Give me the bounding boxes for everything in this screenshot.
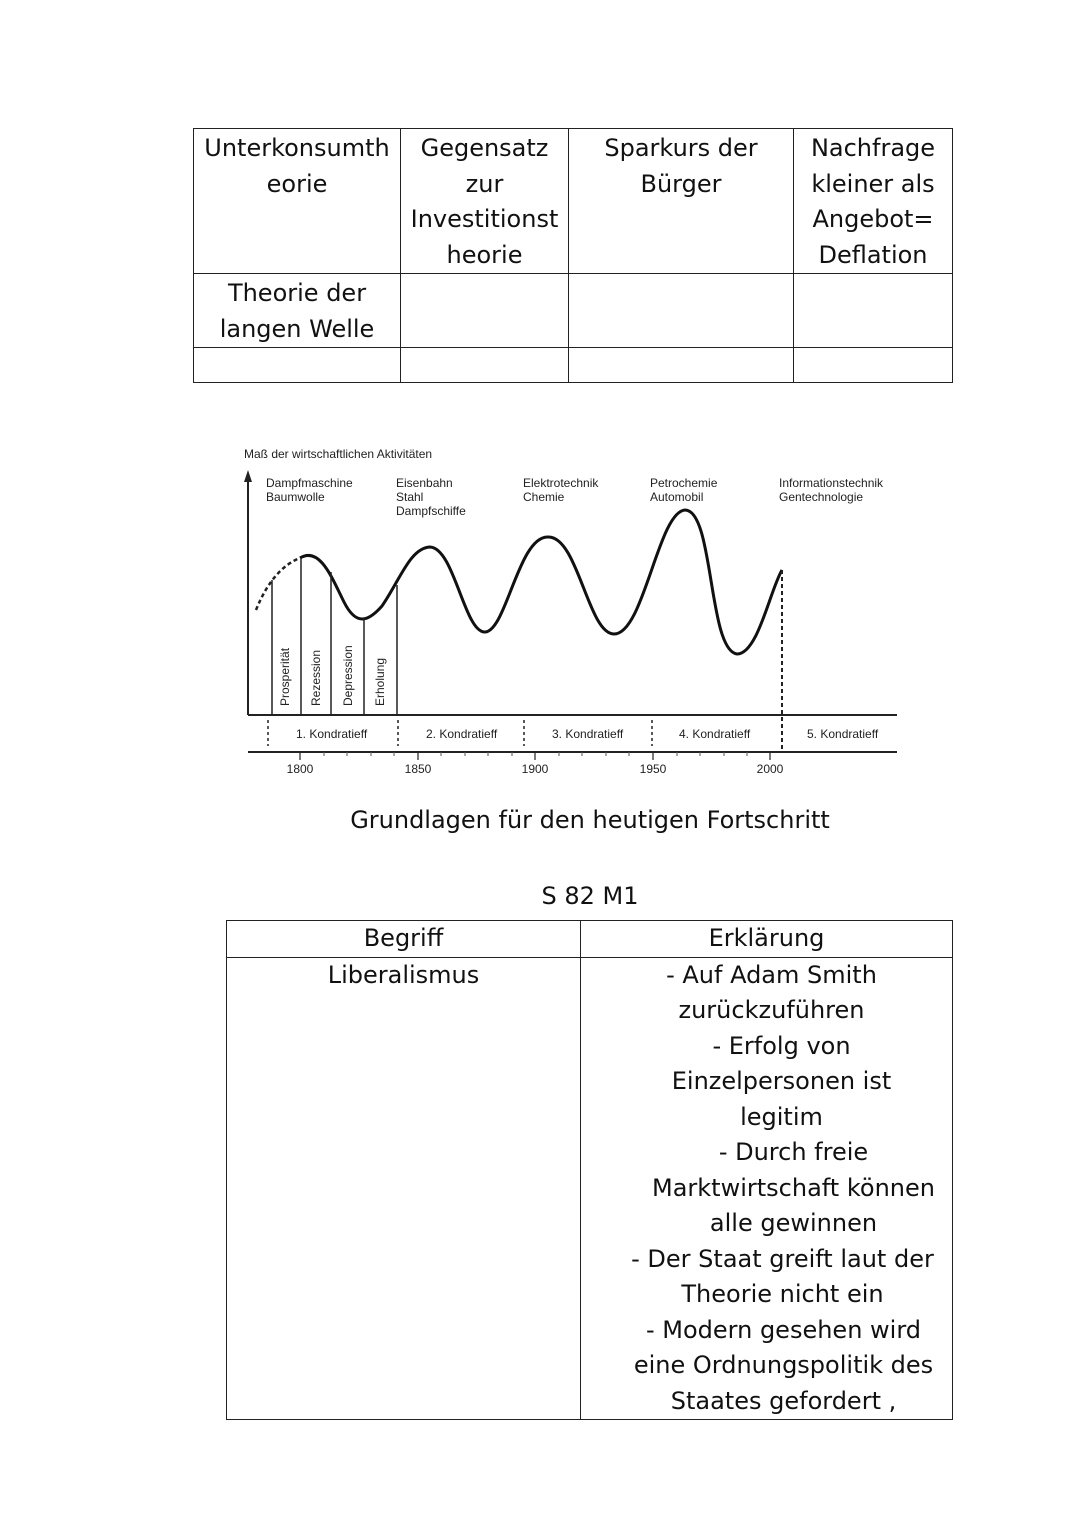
- table-row: [194, 348, 953, 383]
- table-cell: [401, 348, 569, 383]
- year-1800: 1800: [286, 762, 314, 776]
- year-1900: 1900: [521, 762, 549, 776]
- term-cell: [227, 957, 581, 1420]
- table-cell: [194, 348, 401, 383]
- y-axis-label: Maß der wirtschaftlichen Aktivitäten: [244, 447, 433, 461]
- innovation-1-line-1: Dampfmaschine: [266, 476, 353, 490]
- table-cell: [569, 348, 794, 383]
- header-explanation: Erklärung: [708, 924, 825, 952]
- explanation-bullet: - Der Staat greift laut der Theorie nicht ein: [631, 1244, 934, 1308]
- table-cell: [569, 274, 794, 348]
- header-term: Begriff: [363, 924, 444, 952]
- innovation-labels: [266, 476, 884, 518]
- term-text: Liberalismus: [327, 960, 480, 989]
- explanation-list: [581, 958, 952, 1420]
- innovation-3-line-2: Chemie: [523, 490, 565, 504]
- phase-depression: Depression: [341, 645, 355, 706]
- phase-recovery: Erholung: [373, 657, 387, 706]
- innovation-1-line-2: Baumwolle: [266, 490, 325, 504]
- phase-labels: [278, 645, 387, 706]
- table-cell: Sparkurs der Bürger: [569, 129, 794, 274]
- table-row: [227, 957, 953, 1420]
- theory-table: [193, 128, 953, 383]
- phase-recession: Rezession: [309, 649, 323, 706]
- table-cell: Unterkonsumth eorie: [194, 129, 401, 274]
- wave-lead-in-dashed: [256, 558, 300, 610]
- cycle-label-3: 3. Kondratieff: [552, 727, 624, 741]
- table-cell: Theorie der langen Welle: [194, 274, 401, 348]
- innovation-4: [650, 476, 718, 504]
- explanation-bullet: - Durch freie Marktwirtschaft können alle gewinnen: [652, 1138, 935, 1237]
- innovation-3: [523, 476, 599, 504]
- innovation-4-line-1: Petrochemie: [650, 476, 718, 490]
- table-cell: [794, 348, 953, 383]
- innovation-5-line-1: Informationstechnik: [779, 476, 884, 490]
- kondratieff-wave-diagram: [232, 440, 912, 790]
- cycle-label-4: 4. Kondratieff: [679, 727, 751, 741]
- innovation-4-line-2: Automobil: [650, 490, 704, 504]
- cycle-label-2: 2. Kondratieff: [426, 727, 498, 741]
- innovation-5-line-2: Gentechnologie: [779, 490, 864, 504]
- table-header-row: [227, 921, 953, 958]
- diagram-caption: Grundlagen für den heutigen Fortschritt: [350, 806, 830, 834]
- innovation-2: [396, 476, 466, 518]
- year-2000: 2000: [756, 762, 784, 776]
- cycle-labels: [296, 727, 879, 741]
- cycle-label-5: 5. Kondratieff: [807, 727, 879, 741]
- definition-table: [226, 920, 953, 1420]
- explanation-bullet: - Modern gesehen wird eine Ordnungspolitik des Staates gefordert ,: [633, 1315, 934, 1415]
- source-reference: S 82 M1: [541, 882, 639, 910]
- year-labels: [287, 762, 784, 776]
- table-cell: Gegensatz zur Investitionst heorie: [401, 129, 569, 274]
- wave-curve: [300, 510, 782, 654]
- header-cell: [227, 921, 581, 958]
- explanation-bullet: - Erfolg von Einzelpersonen ist legitim: [671, 1031, 892, 1131]
- innovation-5: [779, 476, 884, 504]
- explanation-cell: [581, 957, 953, 1420]
- table-cell: [794, 274, 953, 348]
- innovation-3-line-1: Elektrotechnik: [523, 476, 599, 490]
- innovation-2-line-2: Stahl: [396, 490, 424, 504]
- table-cell: Nachfrage kleiner als Angebot= Deflation: [794, 129, 953, 274]
- year-1950: 1950: [639, 762, 667, 776]
- table-row: [194, 274, 953, 348]
- explanation-bullet: - Auf Adam Smith zurückzuführen: [666, 960, 877, 1024]
- y-axis-arrow: [244, 470, 252, 482]
- year-1850: 1850: [404, 762, 432, 776]
- innovation-2-line-3: Dampfschiffe: [396, 504, 466, 518]
- phase-prosperity: Prosperität: [278, 647, 292, 706]
- table-row: [194, 129, 953, 274]
- cycle-label-1: 1. Kondratieff: [296, 727, 368, 741]
- table-cell: [401, 274, 569, 348]
- innovation-1: [266, 476, 353, 504]
- innovation-2-line-1: Eisenbahn: [396, 476, 453, 490]
- header-cell: [581, 921, 953, 958]
